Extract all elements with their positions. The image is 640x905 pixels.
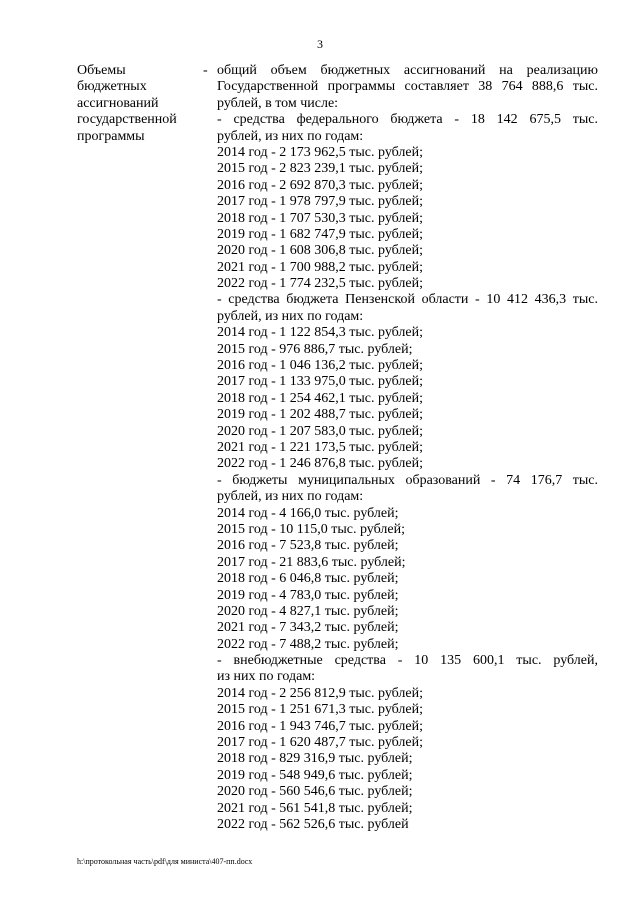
text-line: 2014 год - 4 166,0 тыс. рублей; (217, 505, 399, 521)
text-line: 2018 год - 829 316,9 тыс. рублей; (217, 751, 413, 767)
text-line: - средства федерального бюджета - 18 142 675,5 тыс. (217, 112, 598, 128)
text-line: из них по годам: (217, 669, 316, 685)
text-line: 2016 год - 1 046 136,2 тыс. рублей; (217, 358, 424, 374)
text-line: 2019 год - 4 783,0 тыс. рублей; (217, 587, 399, 603)
text-line: 2021 год - 561 541,8 тыс. рублей; (217, 800, 413, 816)
text-line: 2021 год - 7 343,2 тыс. рублей; (217, 620, 399, 636)
text-line: 2015 год - 2 823 239,1 тыс. рублей; (217, 161, 424, 177)
separator-dash: - (203, 63, 208, 78)
file-path-footer: h:\протокольная часть\pdf\для министа\407-пп.docx (77, 857, 253, 866)
text-line: рублей, в том числе: (217, 95, 339, 111)
text-line: 2022 год - 1 246 876,8 тыс. рублей; (217, 456, 424, 472)
text-line: 2020 год - 560 546,6 тыс. рублей; (217, 784, 413, 800)
label-line: ассигнований (77, 95, 159, 111)
text-line: 2017 год - 1 978 797,9 тыс. рублей; (217, 194, 424, 210)
text-line: 2020 год - 1 207 583,0 тыс. рублей; (217, 423, 424, 439)
text-line: 2018 год - 6 046,8 тыс. рублей; (217, 571, 399, 587)
text-line: 2017 год - 21 883,6 тыс. рублей; (217, 554, 406, 570)
text-line: 2018 год - 1 707 530,3 тыс. рублей; (217, 210, 424, 226)
section-label (77, 63, 207, 145)
text-line: 2021 год - 1 221 173,5 тыс. рублей; (217, 439, 424, 455)
text-line: 2016 год - 1 943 746,7 тыс. рублей; (217, 718, 424, 734)
text-line: 2020 год - 1 608 306,8 тыс. рублей; (217, 243, 424, 259)
text-line: общий объем бюджетных ассигнований на реализацию (217, 63, 598, 78)
funding-text (217, 63, 598, 833)
text-line: 2014 год - 2 256 812,9 тыс. рублей; (217, 685, 424, 701)
text-line: 2020 год - 4 827,1 тыс. рублей; (217, 603, 399, 619)
text-line: 2015 год - 976 886,7 тыс. рублей; (217, 341, 413, 357)
text-line: 2017 год - 1 133 975,0 тыс. рублей; (217, 374, 424, 390)
text-line: 2018 год - 1 254 462,1 тыс. рублей; (217, 390, 424, 406)
text-line: 2017 год - 1 620 487,7 тыс. рублей; (217, 735, 424, 751)
text-line: рублей, из них по годам: (217, 308, 364, 324)
text-line: - бюджеты муниципальных образований - 74 176,7 тыс. (217, 472, 598, 488)
text-line: 2016 год - 7 523,8 тыс. рублей; (217, 538, 399, 554)
label-line: бюджетных (77, 79, 147, 95)
text-line: рублей, из них по годам: (217, 128, 364, 144)
label-line: государственной (77, 112, 177, 128)
label-line: Объемы (77, 63, 126, 78)
text-line: - средства бюджета Пензенской области - 10 412 436,3 тыс. (217, 292, 598, 308)
text-line: 2019 год - 548 949,6 тыс. рублей; (217, 767, 413, 783)
text-line: 2019 год - 1 202 488,7 тыс. рублей; (217, 407, 424, 423)
text-line: - внебюджетные средства - 10 135 600,1 тыс. рублей, (217, 653, 598, 669)
label-line: программы (77, 128, 145, 144)
text-line: 2016 год - 2 692 870,3 тыс. рублей; (217, 177, 424, 193)
text-line: 2022 год - 1 774 232,5 тыс. рублей; (217, 276, 424, 292)
text-line: рублей, из них по годам: (217, 489, 364, 505)
text-line: 2014 год - 1 122 854,3 тыс. рублей; (217, 325, 424, 341)
text-line: Государственной программы составляет 38 764 888,6 тыс. (217, 79, 598, 95)
text-line: 2021 год - 1 700 988,2 тыс. рублей; (217, 259, 424, 275)
text-line: 2022 год - 7 488,2 тыс. рублей; (217, 636, 399, 652)
text-line: 2019 год - 1 682 747,9 тыс. рублей; (217, 226, 424, 242)
text-line: 2022 год - 562 526,6 тыс. рублей (217, 816, 409, 832)
text-line: 2015 год - 10 115,0 тыс. рублей; (217, 521, 405, 537)
text-line: 2015 год - 1 251 671,3 тыс. рублей; (217, 702, 424, 718)
page-number: 3 (317, 37, 323, 51)
text-line: 2014 год - 2 173 962,5 тыс. рублей; (217, 144, 424, 160)
